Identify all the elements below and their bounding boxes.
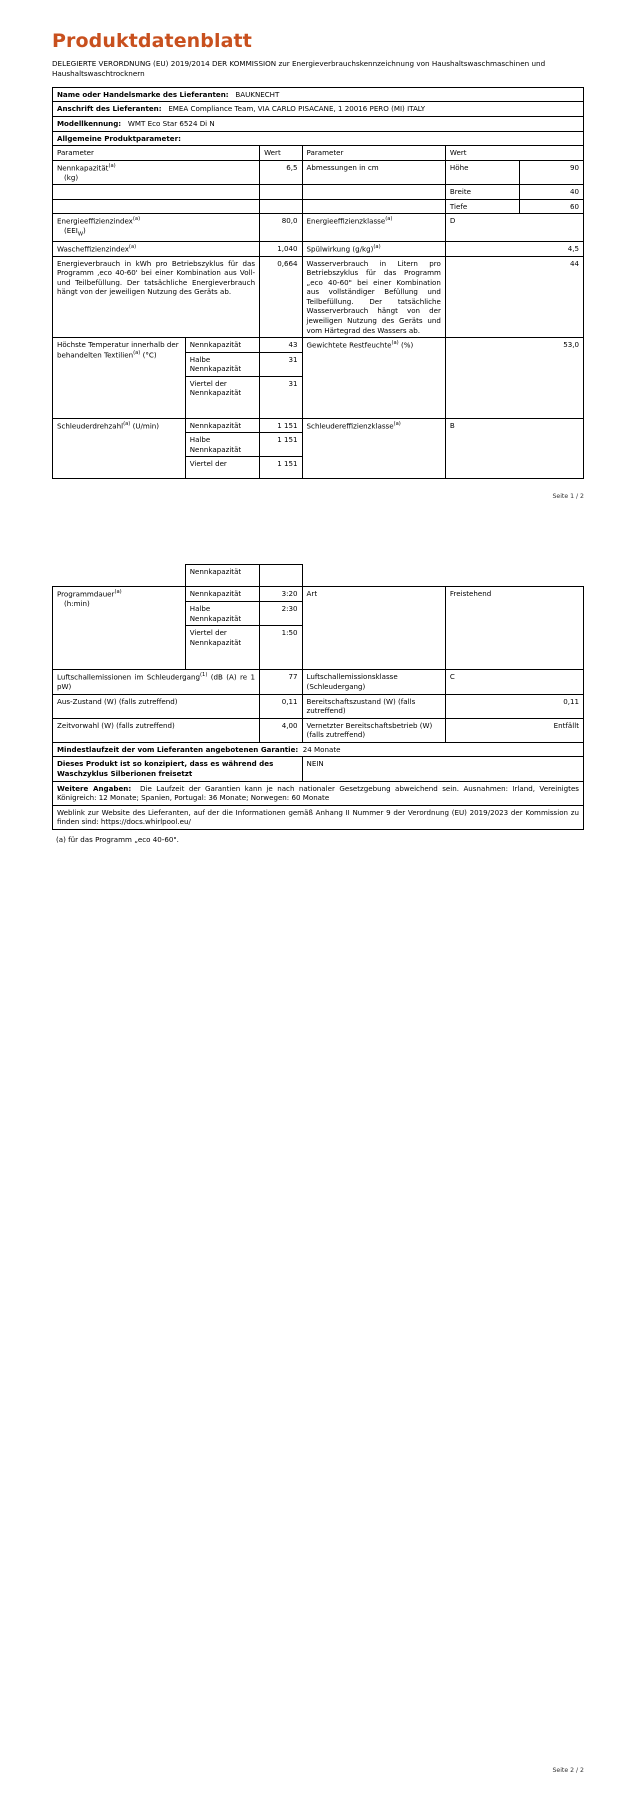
- noise-value: 77: [260, 670, 302, 694]
- max-temp-unit: (°C): [142, 349, 157, 359]
- address-label: Anschrift des Lieferanten:: [57, 104, 162, 114]
- address-value: EMEA Compliance Team, VIA CARLO PISACANE, 1 20016 PERO (MI) ITALY: [168, 104, 426, 114]
- header-wert-left: Wert: [260, 146, 302, 161]
- dim-height-value: 90: [520, 160, 584, 184]
- further-info-text: Die Laufzeit der Garantien kann je nach nationaler Gesetzgebung abweichend sein. Ausnahmen: Irland, Vereinigtes Königreich: 12 Monate; Spanien, Portugal: 36 Monate; Norwegen: 60 Monate: [57, 783, 580, 803]
- capacity-label: Nennkapazität: [57, 163, 109, 173]
- max-temp-row: Höchste Temperatur innerhalb der behandelten Textilien$^{(a)}$ (°C) Nennkapazität 43 Gewichtete Restfeuchte$^{(a)}$ (%) 53,0: [53, 338, 584, 353]
- spin-speed-row: Schleuderdrehzahl$^{(a)}$ (U/min) Nennkapazität 1 151 Schleudereffizienzklasse$^{(a)}$ B: [53, 418, 584, 433]
- spin-viertel-value: 1 151: [260, 457, 302, 479]
- type-value: Freistehend: [445, 587, 583, 670]
- eei-value: 80,0: [260, 214, 302, 241]
- header-param-left: Parameter: [53, 146, 260, 161]
- warranty-label: Mindestlaufzeit der vom Lieferanten angebotenen Garantie:: [57, 744, 299, 754]
- eei-label: Energieeffizienzindex: [57, 216, 133, 226]
- rinse-value: 4,5: [445, 241, 583, 256]
- weblink-url[interactable]: https://docs.whirlpool.eu/: [100, 817, 191, 827]
- consumption-row: [53, 256, 584, 338]
- standby-label: Bereitschaftszustand (W) (falls zutreffend): [302, 694, 445, 718]
- warranty-row: [53, 742, 584, 757]
- spin-speed-label: Schleuderdrehzahl: [57, 421, 124, 431]
- page-gap: [0, 500, 636, 564]
- duration-halbe-label: Halbe Nennkapazität: [185, 602, 259, 626]
- weblink-row: [53, 805, 584, 829]
- duration-viertel-value: 1:50: [260, 626, 302, 670]
- noise-label: Luftschallemissionen im Schleudergang: [57, 672, 201, 682]
- capacity-unit: (kg): [64, 172, 79, 182]
- dim-width-label: Breite: [445, 185, 519, 200]
- spin-halbe-value: 1 151: [260, 433, 302, 457]
- wash-eff-value: 1,040: [260, 241, 302, 256]
- dimensions-label: Abmessungen in cm: [302, 160, 445, 184]
- noise-row: [53, 670, 584, 694]
- standby-value: 0,11: [445, 694, 583, 718]
- capacity-value: 6,5: [260, 160, 302, 184]
- delay-start-value: 4,00: [260, 718, 302, 742]
- spin-halbe-label: Halbe Nennkapazität: [185, 433, 259, 457]
- spin-continuation-row: [53, 565, 584, 587]
- weblink-text: Weblink zur Website des Lieferanten, auf der die Informationen gemäß Anhang II Nummer 9 der Verordnung (EU) 2019/2023 der Kommission zu finden sind:: [57, 807, 579, 827]
- delay-start-label: Zeitvorwahl (W) (falls zutreffend): [53, 718, 260, 742]
- water-consumption-label: Wasserverbrauch in Litern pro Betriebszyklus für das Programm „eco 40-60" bei einer Kombination aus vollständiger Befüllung und Teilbefüllung. Der tatsächliche Wasserverbrauch hängt von der jeweiligen Nutzung des Geräts und vom Härtegrad des Wassers ab.: [302, 256, 445, 338]
- max-temp-label: Höchste Temperatur innerhalb der behandelten Textilien: [57, 340, 179, 359]
- rinse-label: Spülwirkung (g/kg): [306, 244, 374, 253]
- energy-consumption-label: Energieverbrauch in kWh pro Betriebszyklus für das Programm ‚eco 40-60' bei einer Kombination aus Voll- und Teilbefüllung. Der tatsächliche Energieverbrauch hängt von der jeweiligen Nutzung des Geräts ab.: [53, 256, 260, 338]
- warranty-value: 24 Monate: [302, 744, 341, 754]
- header-wert-right: Wert: [445, 146, 583, 161]
- dim-depth-row: [53, 199, 584, 214]
- energy-consumption-value: 0,664: [260, 256, 302, 338]
- footnote: (a) für das Programm „eco 40-60".: [56, 834, 179, 844]
- general-params-label: Allgemeine Produktparameter:: [53, 131, 584, 146]
- spin-nenn-value: 1 151: [260, 418, 302, 433]
- model-row: [53, 117, 584, 132]
- header-param-right: Parameter: [302, 146, 445, 161]
- model-value: WMT Eco Star 6524 Di N: [127, 119, 215, 128]
- silver-ions-label: Dieses Produkt ist so konzipiert, dass es während des Waschzyklus Silberionen freisetzt: [53, 757, 303, 781]
- noise-class-value: C: [445, 670, 583, 694]
- address-row: [53, 102, 584, 117]
- duration-unit: (h:min): [64, 599, 90, 609]
- further-info-row: [53, 781, 584, 805]
- noise-unit: (dB (A) re 1 pW): [57, 672, 256, 692]
- eei-symbol: (EEI: [64, 226, 78, 236]
- spin-nenn-label: Nennkapazität: [185, 418, 259, 433]
- off-mode-row: [53, 694, 584, 718]
- supplier-value: BAUKNECHT: [235, 89, 280, 99]
- type-label: Art: [302, 587, 445, 670]
- regulation-subtitle: DELEGIERTE VERORDNUNG (EU) 2019/2014 DER KOMMISSION zur Energieverbrauchskennzeichnung von Haushaltswaschmaschinen und Haushaltswaschtrocknern: [52, 59, 546, 79]
- duration-halbe-value: 2:30: [260, 602, 302, 626]
- off-mode-value: 0,11: [260, 694, 302, 718]
- further-info-label: Weitere Angaben:: [57, 783, 132, 793]
- energy-class-value: D: [445, 214, 583, 241]
- residual-moisture-value: 53,0: [445, 338, 583, 419]
- dim-depth-label: Tiefe: [445, 199, 519, 214]
- dim-width-row: [53, 185, 584, 200]
- energy-class-label: Energieeffizienzklasse: [306, 216, 386, 226]
- supplier-row: [53, 87, 584, 102]
- dim-height-label: Höhe: [445, 160, 519, 184]
- page-title: Produktdatenblatt: [52, 30, 252, 52]
- residual-moisture-label: Gewichtete Restfeuchte: [306, 340, 392, 350]
- eei-row: Energieeffizienzindex$^{(a)}$ $(EEI_W)$ 80,0 Energieeffizienzklasse$^{(a)}$ D: [53, 214, 584, 241]
- silver-ions-row: [53, 757, 584, 781]
- eei-symbol-end: ): [82, 226, 86, 236]
- max-temp-nenn-value: 43: [260, 338, 302, 353]
- off-mode-label: Aus-Zustand (W) (falls zutreffend): [53, 694, 260, 718]
- datasheet-table-page2: [52, 564, 584, 829]
- page-1: [0, 0, 636, 500]
- max-temp-halbe-value: 31: [260, 352, 302, 376]
- silver-ions-value: NEIN: [302, 757, 583, 781]
- duration-nenn-value: 3:20: [260, 587, 302, 602]
- page-1-number: Seite 1 / 2: [552, 493, 584, 501]
- spin-class-value: B: [445, 418, 583, 479]
- model-label: Modellkennung:: [57, 119, 122, 128]
- dim-depth-value: 60: [520, 199, 584, 214]
- dim-width-value: 40: [520, 185, 584, 200]
- spin-speed-unit: (U/min): [132, 421, 160, 431]
- max-temp-viertel-value: 31: [260, 376, 302, 418]
- noise-class-label: Luftschallemissionsklasse (Schleudergang): [302, 670, 445, 694]
- max-temp-halbe-label: Halbe Nennkapazität: [185, 352, 259, 376]
- duration-viertel-label: Viertel der Nennkapazität: [185, 626, 259, 670]
- networked-standby-label: Vernetzter Bereitschaftsbetrieb (W) (falls zutreffend): [302, 718, 445, 742]
- spin-continuation-label: Nennkapazität: [185, 565, 259, 587]
- spin-class-label: Schleudereffizienzklasse: [306, 421, 394, 431]
- delay-start-row: [53, 718, 584, 742]
- capacity-dimensions-row: Nennkapazität$^{(a)}$ (kg) 6,5 Abmessungen in cm Höhe 90: [53, 160, 584, 184]
- page-2: [0, 564, 636, 843]
- max-temp-viertel-label: Viertel der Nennkapazität: [185, 376, 259, 418]
- table-header-row: [53, 146, 584, 161]
- spin-quarter-row: Viertel der 1 151: [53, 457, 584, 479]
- max-temp-nenn-label: Nennkapazität: [185, 338, 259, 353]
- wash-efficiency-row: Wascheffizienzindex$^{(a)}$ 1,040 Spülwirkung $(g/kg)^{(a)}$ 4,5: [53, 241, 584, 256]
- duration-row: Programmdauer$^{(a)}$ (h:min) Nennkapazität 3:20 Art Freistehend: [53, 587, 584, 602]
- page-2-number: Seite 2 / 2: [552, 1767, 584, 1774]
- duration-nenn-label: Nennkapazität: [185, 587, 259, 602]
- noise-footnote-marker: (1): [200, 672, 208, 679]
- water-consumption-value: 44: [445, 256, 583, 338]
- supplier-label: Name oder Handelsmarke des Lieferanten:: [57, 89, 229, 99]
- eei-symbol-sub: W: [77, 231, 83, 238]
- general-params-row: [53, 131, 584, 146]
- wash-eff-label: Wascheffizienzindex: [57, 244, 129, 253]
- networked-standby-value: Entfällt: [445, 718, 583, 742]
- datasheet-table-page1: [52, 87, 584, 480]
- residual-moisture-unit: (%): [400, 340, 414, 350]
- duration-label: Programmdauer: [57, 589, 115, 599]
